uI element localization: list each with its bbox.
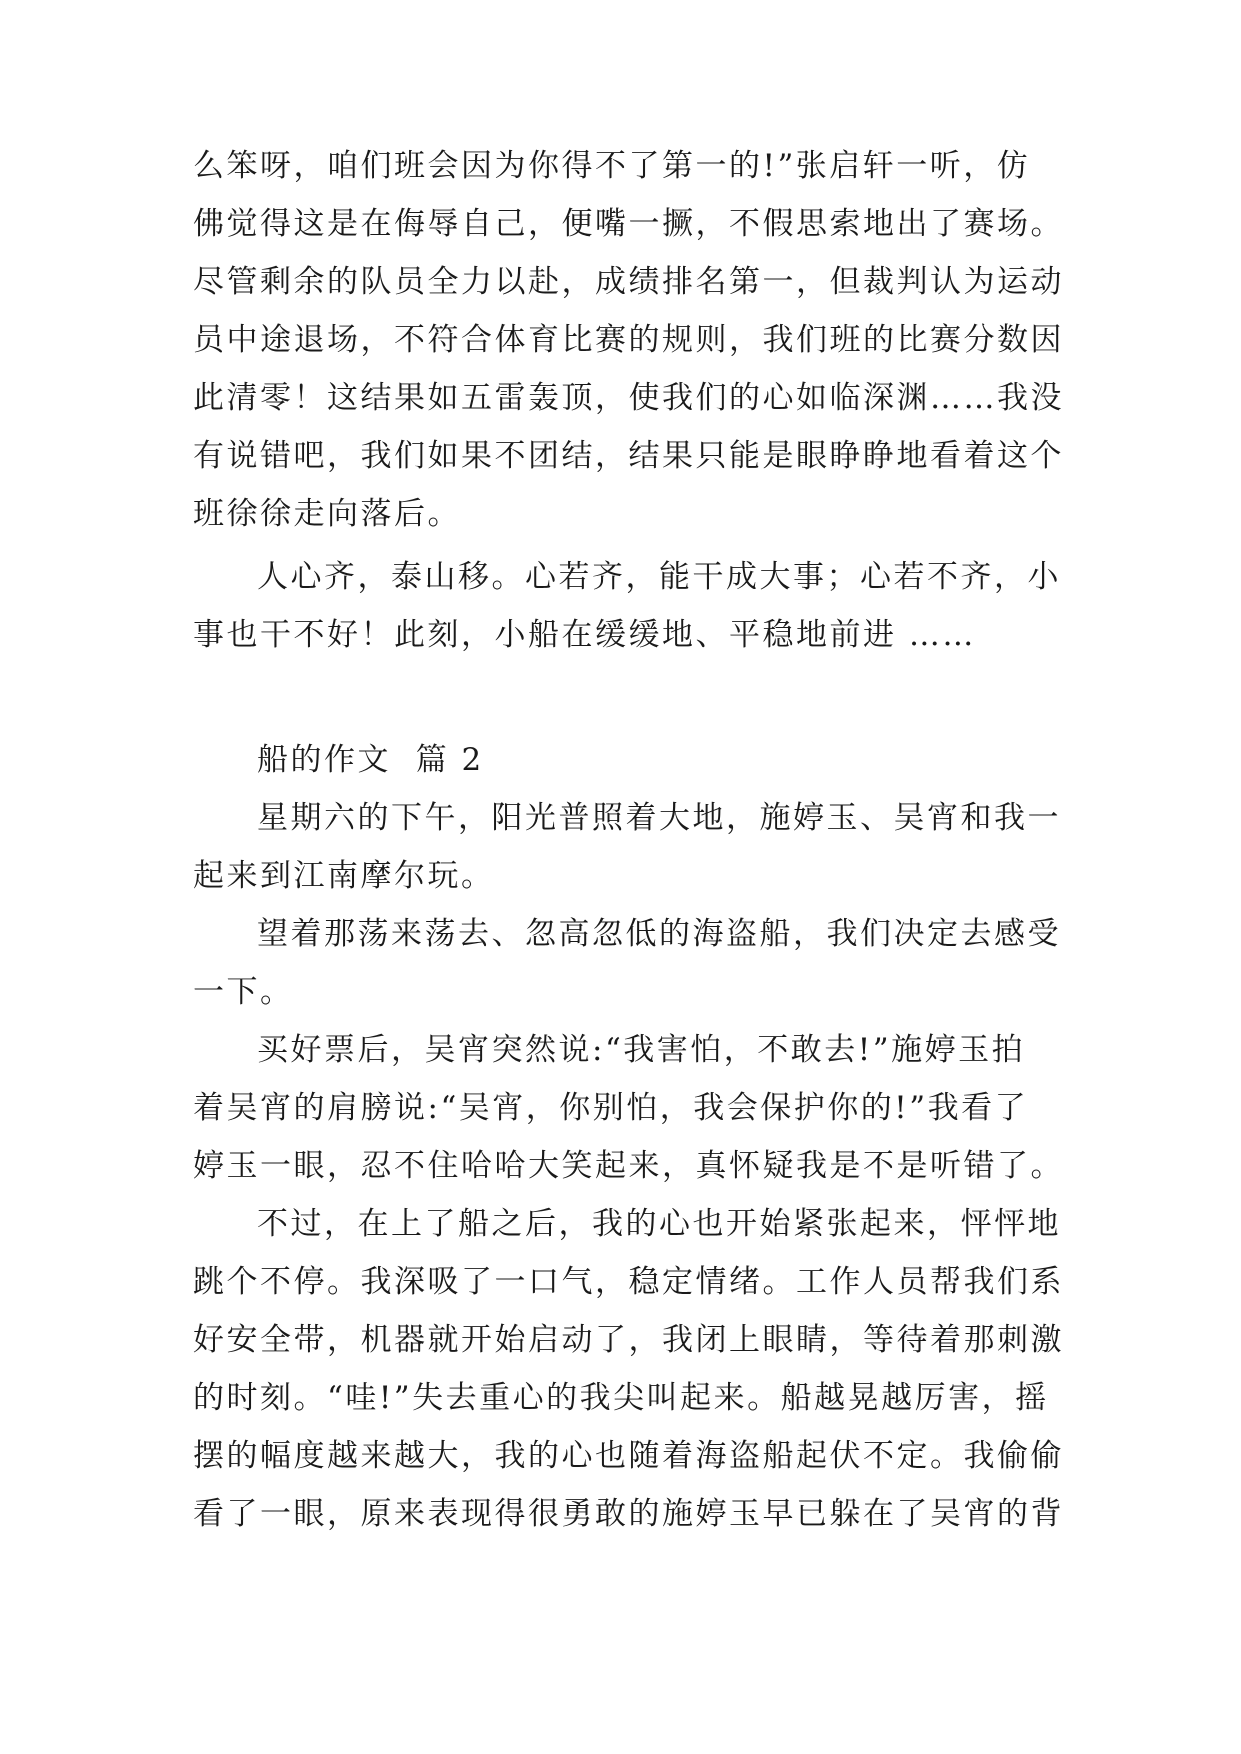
text-line: 的时刻。“哇!”失去重心的我尖叫起来。船越晃越厉害，摇 [193, 1380, 1049, 1416]
section-heading: 船的作文 篇 2 [257, 742, 484, 778]
text-line: 班徐徐走向落后。 [193, 496, 461, 532]
text-line: 此清零！这结果如五雷轰顶，使我们的心如临深渊……我没 [193, 380, 1064, 416]
text-line: 佛觉得这是在侮辱自己，便嘴一撅，不假思索地出了赛场。 [193, 206, 1064, 242]
text-line: 有说错吧，我们如果不团结，结果只能是眼睁睁地看着这个 [193, 438, 1064, 474]
text-line: 买好票后，吴宵突然说:“我害怕，不敢去!”施婷玉拍 [257, 1032, 1026, 1068]
text-line: 员中途退场，不符合体育比赛的规则，我们班的比赛分数因 [193, 322, 1064, 358]
text-line: 着吴宵的肩膀说:“吴宵，你别怕，我会保护你的!”我看了 [193, 1090, 1029, 1126]
text-line: 尽管剩余的队员全力以赴，成绩排名第一，但裁判认为运动 [193, 264, 1064, 300]
text-line: 事也干不好！此刻，小船在缓缓地、平稳地前进 …… [193, 617, 976, 653]
text-line: 望着那荡来荡去、忽高忽低的海盗船，我们决定去感受 [257, 916, 1061, 952]
text-line: 好安全带，机器就开始启动了，我闭上眼睛，等待着那刺激 [193, 1322, 1064, 1358]
text-line: 不过，在上了船之后，我的心也开始紧张起来，怦怦地 [257, 1206, 1061, 1242]
text-line: 么笨呀，咱们班会因为你得不了第一的!”张启轩一听，仿 [193, 148, 1031, 184]
text-line: 起来到江南摩尔玩。 [193, 858, 495, 894]
text-line: 摆的幅度越来越大，我的心也随着海盗船起伏不定。我偷偷 [193, 1438, 1064, 1474]
text-line: 星期六的下午，阳光普照着大地，施婷玉、吴宵和我一 [257, 800, 1061, 836]
text-line: 婷玉一眼，忍不住哈哈大笑起来，真怀疑我是不是听错了。 [193, 1148, 1064, 1184]
text-line: 人心齐，泰山移。心若齐，能干成大事；心若不齐，小 [257, 559, 1061, 595]
text-line: 跳个不停。我深吸了一口气，稳定情绪。工作人员帮我们系 [193, 1264, 1064, 1300]
text-line: 看了一眼，原来表现得很勇敢的施婷玉早已躲在了吴宵的背 [193, 1496, 1064, 1532]
text-line: 一下。 [193, 974, 294, 1010]
